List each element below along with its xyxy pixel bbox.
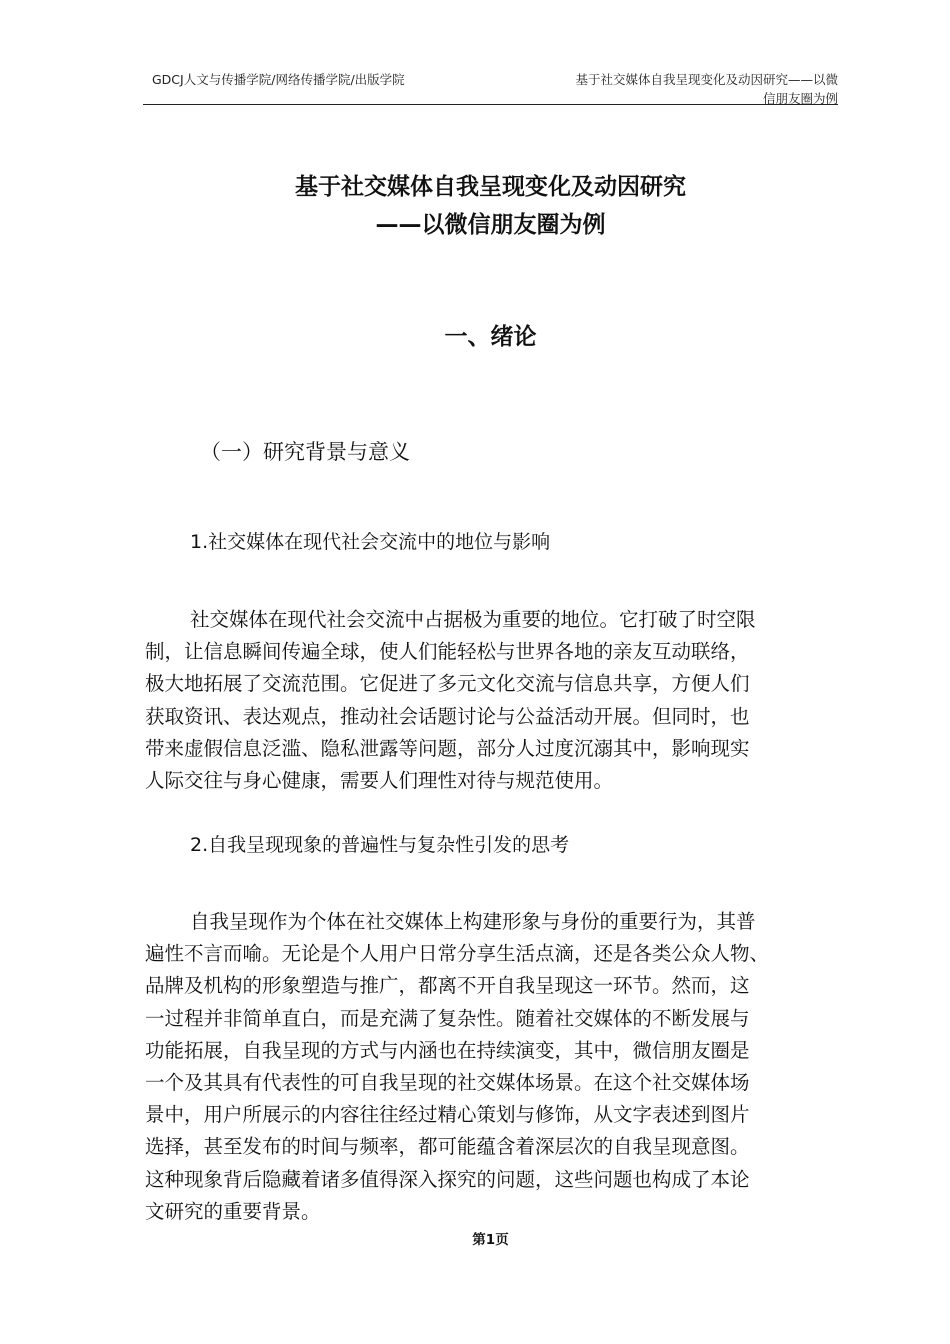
paragraph-line: 人际交往与身心健康，需要人们理性对待与规范使用。 [145, 769, 614, 793]
header-right-line-1: 基于社交媒体自我呈现变化及动因研究——以微 [575, 72, 838, 87]
paragraph-2 [145, 906, 840, 1228]
document-subtitle: ——以微信朋友圈为例 [375, 212, 606, 238]
paragraph-line: 社交媒体在现代社会交流中占据极为重要的地位。它打破了时空限 [190, 608, 756, 631]
paragraph-line: 遍性不言而喻。无论是个人用户日常分享生活点滴，还是各类公众人物、 [145, 942, 770, 966]
paragraph-line: 景中，用户所展示的内容往往经过精心策划与修饰，从文字表述到图片 [145, 1103, 750, 1127]
paragraph-line: 一过程并非简单直白，而是充满了复杂性。随着社交媒体的不断发展与 [145, 1006, 750, 1030]
paragraph-line: 这种现象背后隐藏着诸多值得深入探究的问题，这些问题也构成了本论 [145, 1167, 750, 1191]
paragraph-line: 品牌及机构的形象塑造与推广，都离不开自我呈现这一环节。然而，这 [145, 974, 750, 998]
page-number: 第1页 [472, 1232, 509, 1248]
header-right-line-2: 信朋友圈为例 [762, 91, 838, 106]
paragraph-line: 自我呈现作为个体在社交媒体上构建形象与身份的重要行为，其普 [190, 910, 756, 933]
subsection-heading-1: 1.社交媒体在现代社会交流中的地位与影响 [190, 531, 551, 553]
paragraph-line: 功能拓展，自我呈现的方式与内涵也在持续演变，其中，微信朋友圈是 [145, 1038, 750, 1062]
header-right-text [518, 70, 838, 108]
paragraph-line: 获取资讯、表达观点，推动社会话题讨论与公益活动开展。但同时，也 [145, 704, 750, 728]
paragraph-line: 文研究的重要背景。 [145, 1199, 321, 1223]
paragraph-line: 选择，甚至发布的时间与频率，都可能蕴含着深层次的自我呈现意图。 [145, 1135, 750, 1159]
header-left-text: GDCJ人文与传播学院/网络传播学院/出版学院 [152, 72, 405, 87]
chapter-heading: 一、绪论 [444, 324, 537, 350]
paragraph-line: 制，让信息瞬间传遍全球，使人们能轻松与世界各地的亲友互动联络， [145, 640, 750, 664]
document-title: 基于社交媒体自我呈现变化及动因研究 [295, 174, 686, 200]
paragraph-line: 带来虚假信息泛滥、隐私泄露等问题，部分人过度沉溺其中，影响现实 [145, 736, 750, 760]
paragraph-1 [145, 604, 840, 797]
paragraph-line: 一个及其具有代表性的可自我呈现的社交媒体场景。在这个社交媒体场 [145, 1071, 750, 1095]
header-divider [143, 104, 838, 105]
paragraph-line: 极大地拓展了交流范围。它促进了多元文化交流与信息共享，方便人们 [145, 672, 750, 696]
section-heading: （一）研究背景与意义 [200, 440, 410, 464]
subsection-heading-2: 2.自我呈现现象的普遍性与复杂性引发的思考 [190, 834, 570, 856]
